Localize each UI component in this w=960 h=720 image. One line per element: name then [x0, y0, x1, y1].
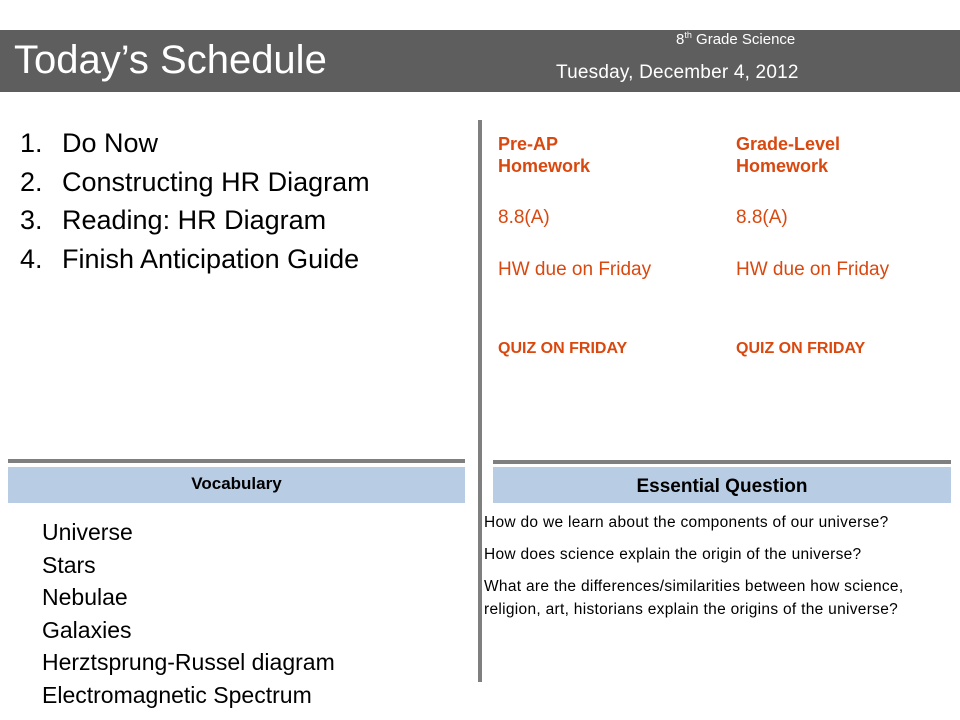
course-number: 8 — [676, 31, 685, 48]
course-label — [676, 30, 795, 48]
grade-level-due: HW due on Friday — [736, 259, 890, 280]
agenda-item-number: 3. — [20, 205, 43, 235]
essential-questions — [484, 511, 956, 630]
grade-level-heading — [736, 133, 946, 177]
grade-level-heading-line1: Grade-Level — [736, 134, 841, 154]
question-text: How do we learn about the components of our universe? — [484, 514, 889, 531]
schedule-date: Tuesday, December 4, 2012 — [556, 62, 799, 83]
agenda-item-number: 4. — [20, 243, 43, 274]
course-ordinal: th — [684, 30, 692, 40]
agenda-item-text: Constructing HR Diagram — [62, 166, 370, 197]
question-text: What are the differences/similarities between how science, religion, art, historians explain the origins of the universe? — [484, 578, 904, 618]
question-text: How does science explain the origin of the universe? — [484, 546, 862, 563]
essential-question-heading: Essential Question — [493, 467, 951, 503]
agenda-item — [20, 124, 370, 163]
vocab-term: Electromagnetic Spectrum — [42, 681, 312, 708]
agenda-item — [20, 201, 370, 240]
pre-ap-homework — [498, 133, 708, 357]
grade-level-heading-line2: Homework — [736, 156, 829, 176]
grade-level-homework — [736, 133, 946, 357]
course-name: Grade Science — [691, 31, 796, 48]
page-title: Today’s Schedule — [14, 38, 327, 82]
pre-ap-standard: 8.8(A) — [498, 207, 550, 228]
pre-ap-heading-line1: Pre-AP — [498, 134, 559, 154]
pre-ap-heading-line2: Homework — [498, 156, 591, 176]
agenda-item-text: Reading: HR Diagram — [62, 205, 327, 235]
eq-rule — [493, 460, 951, 464]
pre-ap-quiz: QUIZ ON FRIDAY — [498, 340, 628, 357]
vocab-term: Universe — [42, 519, 133, 545]
agenda-list — [20, 124, 370, 278]
vocabulary-heading: Vocabulary — [8, 467, 465, 503]
vocab-term: Nebulae — [42, 584, 128, 610]
grade-level-standard: 8.8(A) — [736, 207, 788, 228]
pre-ap-due: HW due on Friday — [498, 259, 652, 280]
pre-ap-heading — [498, 133, 708, 177]
agenda-item-text: Do Now — [62, 128, 159, 158]
agenda-item — [20, 163, 370, 202]
vocab-term: Stars — [42, 551, 96, 578]
vocab-term: Galaxies — [42, 616, 132, 643]
agenda-item-text: Finish Anticipation Guide — [62, 243, 360, 274]
agenda-item — [20, 240, 370, 279]
column-divider — [478, 120, 482, 682]
vocabulary-list — [42, 516, 335, 711]
grade-level-quiz: QUIZ ON FRIDAY — [736, 340, 866, 357]
agenda-item-number: 2. — [20, 166, 43, 197]
vocab-rule — [8, 459, 465, 463]
vocab-term: Herztsprung-Russel diagram — [42, 649, 335, 675]
agenda-item-number: 1. — [20, 128, 43, 158]
